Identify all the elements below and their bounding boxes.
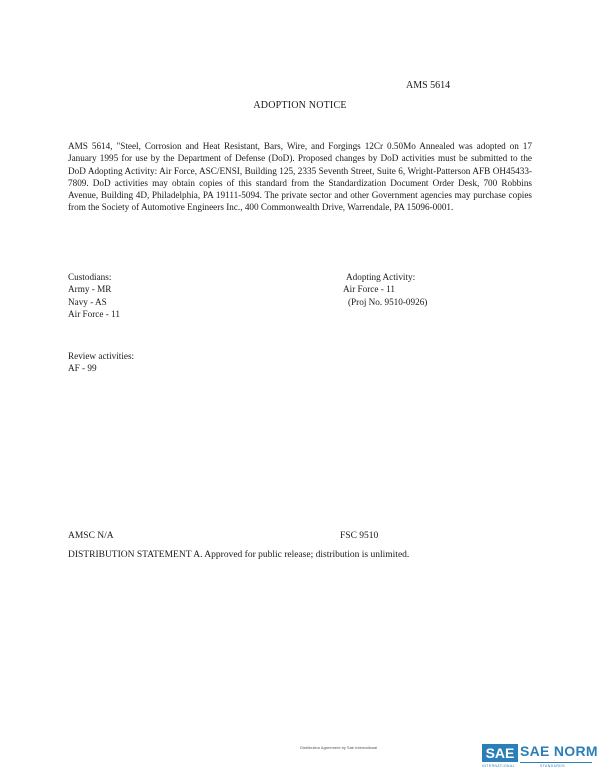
adoption-paragraph: AMS 5614, "Steel, Corrosion and Heat Resistant, Bars, Wire, and Forgings 12Cr 0.50Mo Annealed was adopted on 17 January 1995 for use by the Department of Defense (DoD). Proposed changes by DoD activities must be submitted to the DoD Adopting Activity: Air Force, ASC/ENSI, Building 125, 2335 Seventh Street, Suite 6, Wright-Patterson AFB OH45433-7809. DoD activities may obtain copies of this standard from the Standardization Document Order Desk, 700 Robbins Avenue, Building 4D, Philadelphia, PA 19111-5094. The private sector and other Government agencies may purchase copies from the Society of Automotive Engineers Inc., 400 Commonwealth Drive, Warrendale, PA 15096-0001. [68, 141, 532, 213]
custodian-item: Navy - AS [68, 296, 107, 307]
custodians-block [68, 271, 120, 320]
svg-text:SAE: SAE [485, 745, 515, 761]
page-title: ADOPTION NOTICE [253, 100, 347, 111]
adopting-activity-label: Adopting Activity: [346, 272, 416, 282]
doc-number: AMS 5614 [406, 80, 451, 91]
fsc-field: FSC 9510 [340, 531, 379, 541]
adopting-activity-org: Air Force - 11 [343, 284, 395, 295]
adopting-activity-block [343, 271, 427, 308]
adopting-activity-project: (Proj No. 9510-0926) [348, 296, 428, 307]
logo-subtitle-left: INTERNATIONAL [482, 764, 515, 768]
custodian-item: Air Force - 11 [68, 308, 120, 319]
review-activity-item: AF - 99 [68, 363, 97, 374]
footer-note: Distribution Agreement by Sae International [300, 745, 378, 750]
review-activities-label: Review activities: [68, 351, 135, 361]
logo-subtitle-right: STANDARDS [540, 764, 565, 768]
sae-norm-logo [482, 742, 598, 770]
distribution-statement: DISTRIBUTION STATEMENT A. Approved for public release; distribution is unlimited. [68, 550, 410, 560]
logo-divider [520, 762, 592, 763]
logo-text: SAE NORM [520, 743, 598, 759]
review-activities-block [68, 350, 134, 375]
custodian-item: Army - MR [68, 284, 112, 295]
amsc-field: AMSC N/A [68, 531, 114, 541]
custodians-label: Custodians: [68, 272, 112, 282]
sae-logo-mark-icon [482, 742, 518, 764]
